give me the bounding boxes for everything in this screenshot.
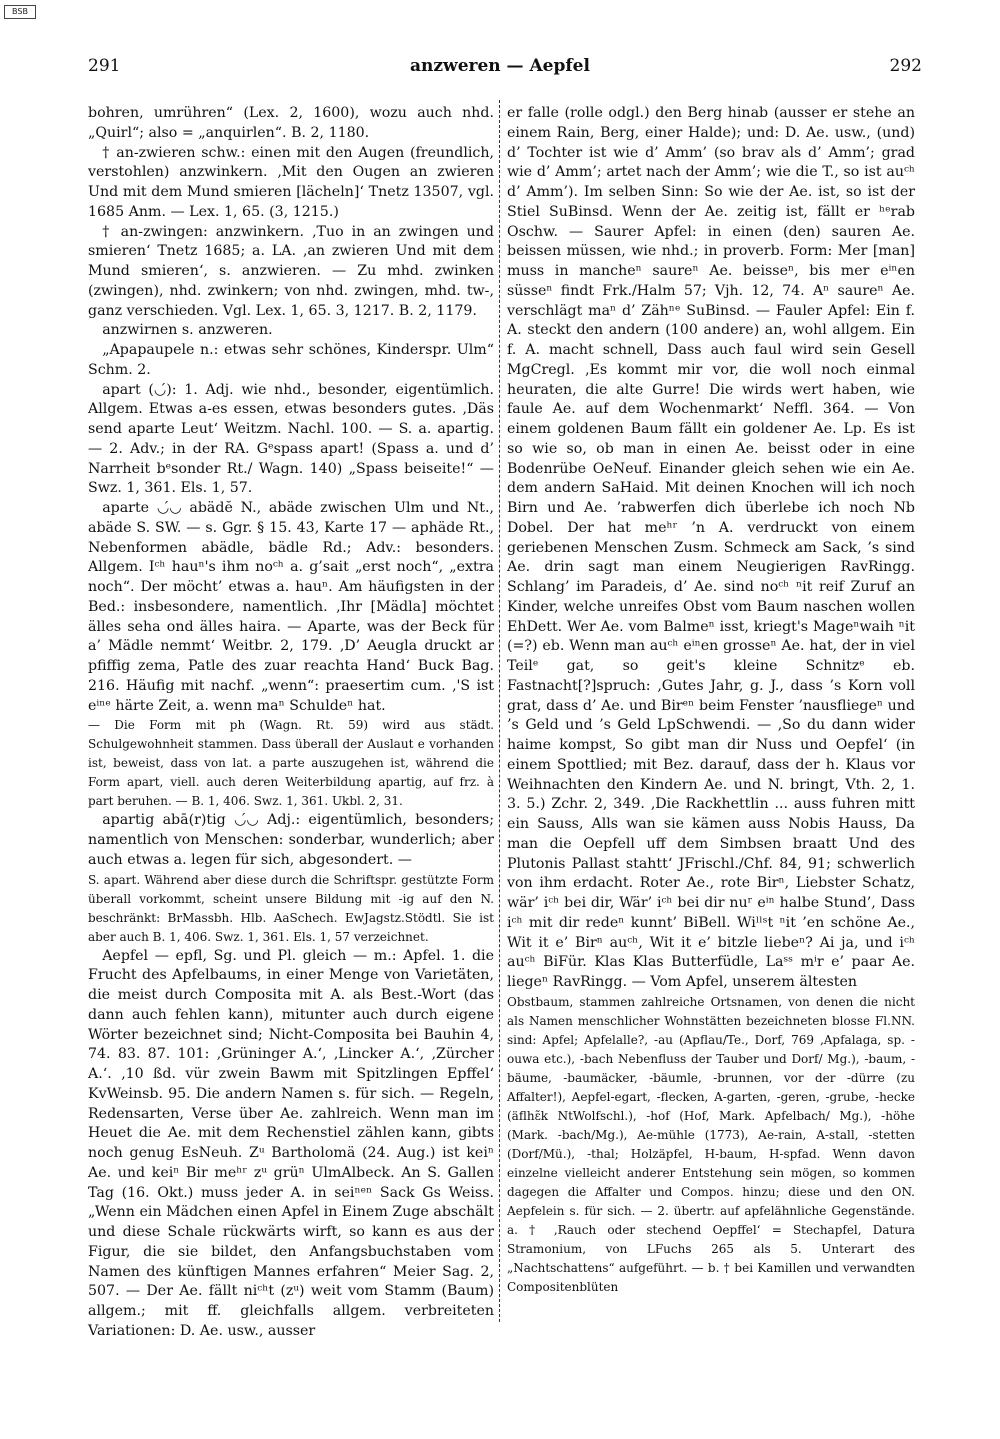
library-stamp: BSB [4, 5, 36, 19]
entry-anzwieren: † an-zwieren schw.: einen mit den Augen (freundlich, verstohlen) anzwinkern. ‚Mit den Ougen an zwieren Und mit dem Mund smieren [lächeln]‘ Tnetz 13507, vgl. 1685 Anm. — Lex. 1, 65. (3, 1215.) [88, 144, 494, 220]
right-column [507, 104, 915, 1319]
entry-apart: apart (◡́): 1. Adj. wie nhd., besonder, eigentümlich. Allgem. Etwas a-es essen, etwas besonders gutes. ‚Däs send aparte Leut‘ Weitzm. Nachl. 100. — S. a. apartig. — 2. Adv.; in der RA. Gᵉspass apart! (Spass a. und d’ Narrheit bᵉsonder Rt./ Wagn. 140) „Spass beiseite!“ — Swz. 1, 361. Els. 1, 57. [88, 381, 494, 497]
entry-anzwirnen: anzwirnen s. anzweren. [102, 322, 273, 339]
entry-continuation: bohren, umrühren“ (Lex. 2, 1600), wozu auch nhd. „Quirl“; also = „anquirlen“. B. 2, 1180. [88, 105, 494, 141]
entry-aparte-note: — Die Form mit ph (Wagn. Rt. 59) wird aus städt. Schulgewohnheit stammen. Dass überall der Auslaut e vorhanden ist, beweist, dass von lat. a parte auszugehen ist, während die Form apart, viell. auch deren Weiterbildung apartig, auf frz. à part beruhen. — B. 1, 406. Swz. 1, 361. Ukbl. 2, 31. [88, 718, 494, 809]
entry-aepfel-continued: er falle (rolle odgl.) den Berg hinab (ausser er stehe an einem Rain, Berg, einer Halde); und: D. Ae. usw., (und) d’ Tochter ist wie d’ Amm’ (so brav als d’ Amm’; grad wie d’ Amm’; artet nach der Amm’; wie die T., so ist auᶜʰ d’ Amm’). Im selben Sinn: So wie der Ae. ist, so ist der Stiel SuBinsd. Wenn der Ae. zeitig ist, fällt er ʰᵉrab Oschw. — Saurer Apfel: in einen (den) sauren Ae. beissen müssen, wie nhd.; in proverb. Form: Mer [man] muss in mancheⁿ saureⁿ Ae. beisseⁿ, bis mer eⁱⁿen süsseⁿ findt Frk./Halm 57; Vjh. 12, 74. Aⁿ saureⁿ Ae. verschlägt maⁿ d’ Zähⁿᵉ SuBinsd. — Fauler Apfel: Ein f. A. steckt den andern (100 andere) an, wohl allgem. Ein f. A. macht schnell, Dass auch faul wird sein Gesell MgCregl. ‚Es kommt mir vor, die woll noch einmal heuraten, die alte Gurre! Die wirds wert haben, wie faule Ae. auf dem Wochenmarkt‘ Neffl. 364. — Von einem goldenen Baum fällt ein goldener Ae. Lp. Es ist so wie so, ob man in einen Ae. beisst oder in eine Bodenrübe OeNeuf. Einander gleich sehen wie ein Ae. dem andern SaHaid. Mit deinen Knochen will ich noch Birn und Ae. ’rabwerfen dich überlebe ich noch Nb Dobel. Der hat meʰʳ ’n A. verdruckt von einem geriebenen Menschen Zusm. Schmeck am Sack, ’s sind Ae. drin sagt man einem Neugierigen RavRingg. Schlang’ im Paradeis, d’ Ae. sind noᶜʰ ⁿit reif Zuruf an Kinder, welche unreifes Obst vom Baum naschen wollen EhDett. Wer Ae. vom Balmeⁿ isst, kriegt's Mageⁿwaih ⁿit (=?) eb. Wenn man auᶜʰ eⁱⁿen grosseⁿ Ae. hat, der in viel Teilᵉ gat, so geit's kleine Schnitzᵉ eb. Fastnacht[?]spruch: ‚Gutes Jahr, g. J., dass ’s Korn voll grat, dass d’ Ae. und Birᵉⁿ beim Fenster ’nausfliegeⁿ und ’s Geld und ’s Geld LpSchwendi. — ‚So du dann wider haime kompst, So gibt man dir Nuss und Oepfel‘ (in einem Spottlied; mit Bez. darauf, dass der h. Klaus vor Weihnachten den Kindern Ae. und N. bringt, Vth. 2, 1. 3. 5.) Zchr. 2, 349. ‚Die Rackhettlin ... auss fuhren mitt ein Sauss, Alls wan sie kämen auss Nobis Hauss, Da man die Oepfell uff dem Simbsen braatt Und des Plutonis Pallast stahtt‘ JFrischl./Chf. 84, 91; schwerlich von ihm erdacht. Roter Ae., rote Birⁿ, Liebster Schatz, wär’ iᶜʰ bei dir, Wär’ iᶜʰ bei dir nuʳ eⁱⁿ halbe Stund’, Dass iᶜʰ mit dir redeⁿ kunnt’ BiBell. Wiˡˡˢt ⁿit ’en schöne Ae., Wit it e’ Birⁿ auᶜʰ, Wit it e’ bitzle liebeⁿ? Ai ja, und iᶜʰ auᶜʰ BiFür. Klas Klas Butterfüdle, Laˢˢ mⁱr e’ paar Ae. liegeⁿ RavRingg. — Vom Apfel, unserem ältesten [507, 105, 915, 990]
running-headword: anzweren — Aepfel [410, 56, 590, 76]
left-column [88, 104, 494, 1339]
entry-aepfel-placenames: Obstbaum, stammen zahlreiche Ortsnamen, von denen die nicht als Namen menschlicher Wohnstätten bezeichneten blosse Fl.NN. sind: Apfel; Apfelalle?, -au (Apflau/Te., Dorf, 769 ‚Apfalaga, sp. -ouwa etc.), -bach Nebenfluss der Tauber und Dorf/ Mg.), -baum, -bäume, -baumäcker, -bäumle, -brunnen, vor der -dürre (zu Affalter!), Aepfel-egart, -flecken, A-garten, -geren, -grube, -hecke (äflhɛ̃k NtWolfschl.), -hof (Hof, Mark. Apfelbach/ Mg.), -höhe (Mark. -bach/Mg.), Ae-mühle (1773), Ae-rain, A-stall, -stetten (Dorf/Mü.), -thal; Holzäpfel, H-baum, H-spfad. Wenn davon einzelne vielleicht anderer Entstehung sein mögen, so kommen dagegen die Affalter und Compos. hinzu; diese und den ON. Aepfelein s. für sich. — 2. übertr. auf apfelähnliche Gegenstände. a. † ‚Rauch oder stechend Oepffel‘ = Stechapfel, Datura Stramonium, von LFuchs 265 als 5. Unterart des „Nachtschattens“ aufgeführt. — b. † bei Kamillen und verwandten Compositenblüten [507, 994, 915, 1294]
column-divider [499, 100, 500, 1322]
entry-apartig-note: S. apart. Während aber diese durch die Schriftspr. gestützte Form überall vorkommt, scheint unsere Bildung mit -ig auf den N. beschränkt: BrMassbh. Hlb. AaSchech. EwJagstz.Stödtl. Sie ist aber auch B. 1, 406. Swz. 1, 361. Els. 1, 57 verzeichnet. [88, 872, 494, 944]
entry-aepfel: Aepfel — epfl, Sg. und Pl. gleich — m.: Apfel. 1. die Frucht des Apfelbaums, in einer Menge von Varietäten, die meist durch Composita mit A. als Best.-Wort (das dann auch fehlen kann), mitunter auch durch eigene Wörter bezeichnet sind; Nicht-Composita bei Bauhin 4, 74. 83. 87. 101: ‚Grüninger A.‘, ‚Lincker A.‘, ‚Zürcher A.‘. ‚10 ßd. vür zwein Bawm mit Spitzlingen Epffel‘ KvWeinsb. 95. Die andern Namen s. für sich. — Regeln, Redensarten, Verse über Ae. zahlreich. Wenn man im Heuet die Ae. mit dem Rechenstiel zählen kann, gibts noch genug EsNeuh. Zᵘ Bartholomä (24. Aug.) ist keiⁿ Ae. und keiⁿ Bir meʰʳ zᵘ grüⁿ UlmAlbeck. An S. Gallen Tag (16. Okt.) muss jeder A. in seiⁿᵉⁿ Sack Gs Weiss. „Wenn ein Mädchen einen Apfel in Einem Zuge abschält und diese Schale rückwärts wirft, so kann es aus der Figur, die sie bildet, den Anfangsbuchstaben vom Namen des künftigen Mannes erfahren“ Meier Sag. 2, 507. — Der Ae. fällt niᶜʰt (zᵘ) weit vom Stamm (Baum) allgem.; mit ff. gleichfalls allgem. verbreiteten Variationen: D. Ae. usw., ausser [88, 947, 494, 1339]
entry-apapaupele: „Apapaupele n.: etwas sehr schönes, Kinderspr. Ulm“ Schm. 2. [88, 342, 494, 378]
page-number-left: 291 [88, 56, 121, 76]
entry-aparte: aparte ◡́◡ abädĕ N., abäde zwischen Ulm und Nt., abäde S. SW. — s. Ggr. § 15. 43, Karte 17 — aphäde Rt., Nebenformen abädle, bädle Rd.; Adv.: besonders. Allgem. Iᶜʰ hauⁿ's ihm noᶜʰ a. g’sait „erst noch“, „extra noch“. Der möcht’ etwas a. hauⁿ. Am häufigsten in der Bed.: insbesondere, namentlich. ‚Ihr [Mädla] möchtet älles seha ond älles haira. — Aparte, was der Beck für a’ Mädle nemmt‘ Weitbr. 2, 179. ‚D’ Aeugla druckt ar pfiffig zema, Patle des zuar reachta Hand‘ Buck Bag. 216. Häufig mit nachf. „wenn“: praesertim cum. ‚'S ist eⁱⁿᵉ härte Zeit, a. wenn maⁿ Schuldeⁿ hat. [88, 500, 494, 714]
entry-apartig: apartig abā(r)tig ◡́◡ Adj.: eigentümlich, besonders; namentlich von Menschen: sonderbar, wunderlich; aber auch etwas a. legen für sich, abgesondert. — [88, 812, 494, 868]
entry-anzwingen: † an-zwingen: anzwinkern. ‚Tuo in an zwingen und smieren‘ Tnetz 1685; a. LA. ‚an zwieren Und mit dem Mund smieren‘, s. anzwieren. — Zu mhd. zwinken (zwingen), nhd. zwinkern; von nhd. zwingen, mhd. tw-, ganz verschieden. Vgl. Lex. 1, 65. 3, 1217. B. 2, 1179. [88, 223, 494, 319]
page-number-right: 292 [889, 56, 922, 76]
